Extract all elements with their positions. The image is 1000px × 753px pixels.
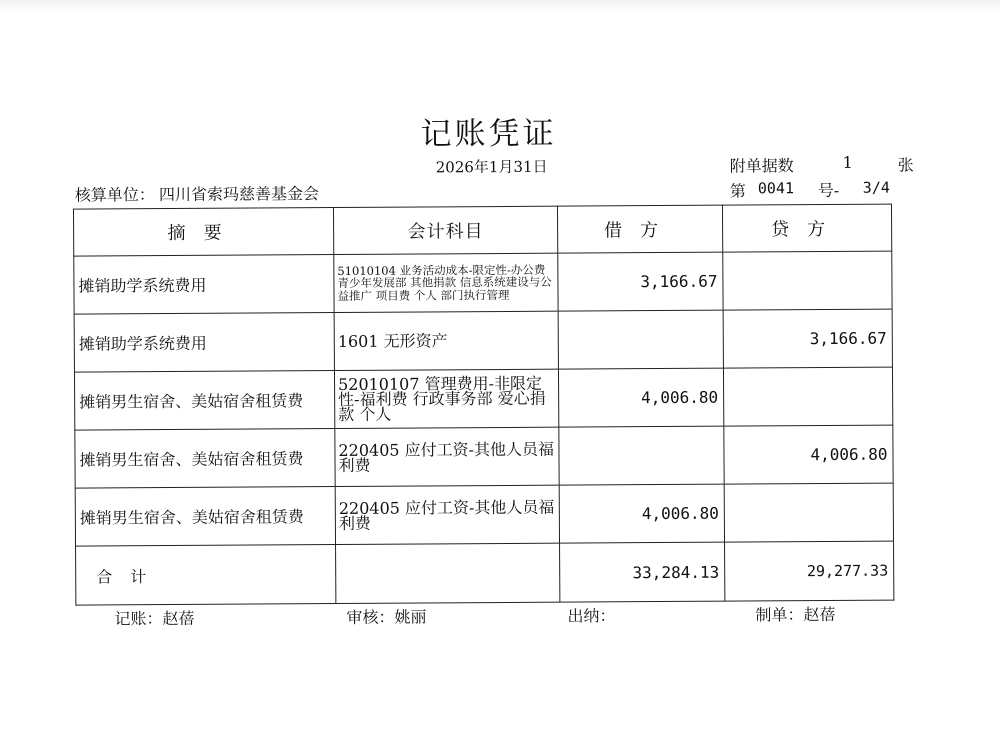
- voucher-number-value: 0041: [758, 178, 818, 201]
- attachments-count: [730, 152, 914, 176]
- table-row: [75, 425, 893, 488]
- accounting-unit-label: 核算单位：: [75, 185, 155, 204]
- bookkeeper-label: 记账：: [114, 609, 162, 628]
- cashier-label: 出纳：: [567, 606, 615, 625]
- bookkeeper-signature: [114, 606, 194, 629]
- row-credit: [723, 367, 892, 426]
- total-label: 合计: [76, 545, 336, 606]
- voucher-date: 2026年1月31日: [436, 156, 548, 178]
- voucher-number: [730, 178, 890, 202]
- voucher-table: [73, 204, 894, 606]
- row-summary: 摊销男生宿舍、美姑宿舍租赁费: [75, 487, 335, 547]
- voucher-number-suffix: 号-: [818, 178, 858, 201]
- voucher-number-prefix: 第: [730, 178, 758, 201]
- reviewer-signature: [346, 604, 426, 627]
- header-summary: 摘要: [73, 208, 333, 257]
- accounting-unit-name: 四川省索玛慈善基金会: [159, 184, 319, 204]
- table-row: [74, 251, 892, 314]
- table-row: [74, 367, 892, 430]
- row-summary: 摊销助学系统费用: [74, 255, 334, 315]
- row-credit: 3,166.67: [723, 309, 892, 368]
- row-summary: 摊销助学系统费用: [74, 313, 334, 373]
- total-row: [76, 541, 894, 605]
- preparer-name: 赵蓓: [803, 605, 835, 624]
- preparer-label: 制单：: [755, 605, 803, 624]
- row-account: 52010107 管理费用-非限定性-福利费 行政事务部 爱心捐款 个人: [334, 369, 558, 428]
- bookkeeper-name: 赵蓓: [162, 609, 194, 628]
- voucher-title: 记账凭证: [0, 105, 979, 156]
- row-summary: 摊销男生宿舍、美姑宿舍租赁费: [74, 371, 334, 431]
- accounting-unit: [75, 181, 319, 205]
- reviewer-name: 姚丽: [394, 607, 426, 626]
- voucher-page: 3/4: [858, 178, 890, 201]
- row-account: 51010104 业务活动成本-限定性-办公费 青少年发展部 其他捐款 信息系统建设与公益推广 项目费 个人 部门执行管理: [334, 253, 558, 312]
- row-account: 220405 应付工资-其他人员福利费: [335, 427, 559, 486]
- header-credit: 贷方: [722, 204, 891, 252]
- total-account-empty: [336, 543, 560, 603]
- table-header-row: [73, 204, 891, 256]
- row-debit: [558, 310, 723, 369]
- total-credit: 29,277.33: [725, 541, 894, 601]
- row-account: 220405 应付工资-其他人员福利费: [335, 485, 559, 544]
- row-credit: [723, 251, 892, 310]
- row-account: 1601 无形资产: [334, 311, 558, 370]
- table-row: [75, 483, 893, 546]
- attachments-unit: 张: [874, 152, 914, 175]
- row-debit: 4,006.80: [558, 368, 723, 427]
- table-row: [74, 309, 892, 372]
- preparer-signature: [755, 602, 835, 625]
- row-debit: 3,166.67: [558, 252, 723, 311]
- header-account: 会计科目: [333, 206, 557, 254]
- header-debit: 借方: [557, 205, 722, 253]
- row-debit: [559, 426, 724, 485]
- row-summary: 摊销男生宿舍、美姑宿舍租赁费: [75, 429, 335, 489]
- reviewer-label: 审核：: [346, 608, 394, 627]
- total-debit: 33,284.13: [560, 542, 725, 602]
- cashier-signature: [567, 603, 615, 626]
- attachments-number: 1: [822, 153, 874, 176]
- row-debit: 4,006.80: [559, 484, 724, 543]
- attachments-label: 附单据数: [730, 153, 822, 177]
- row-credit: 4,006.80: [724, 425, 893, 484]
- row-credit: [724, 483, 893, 542]
